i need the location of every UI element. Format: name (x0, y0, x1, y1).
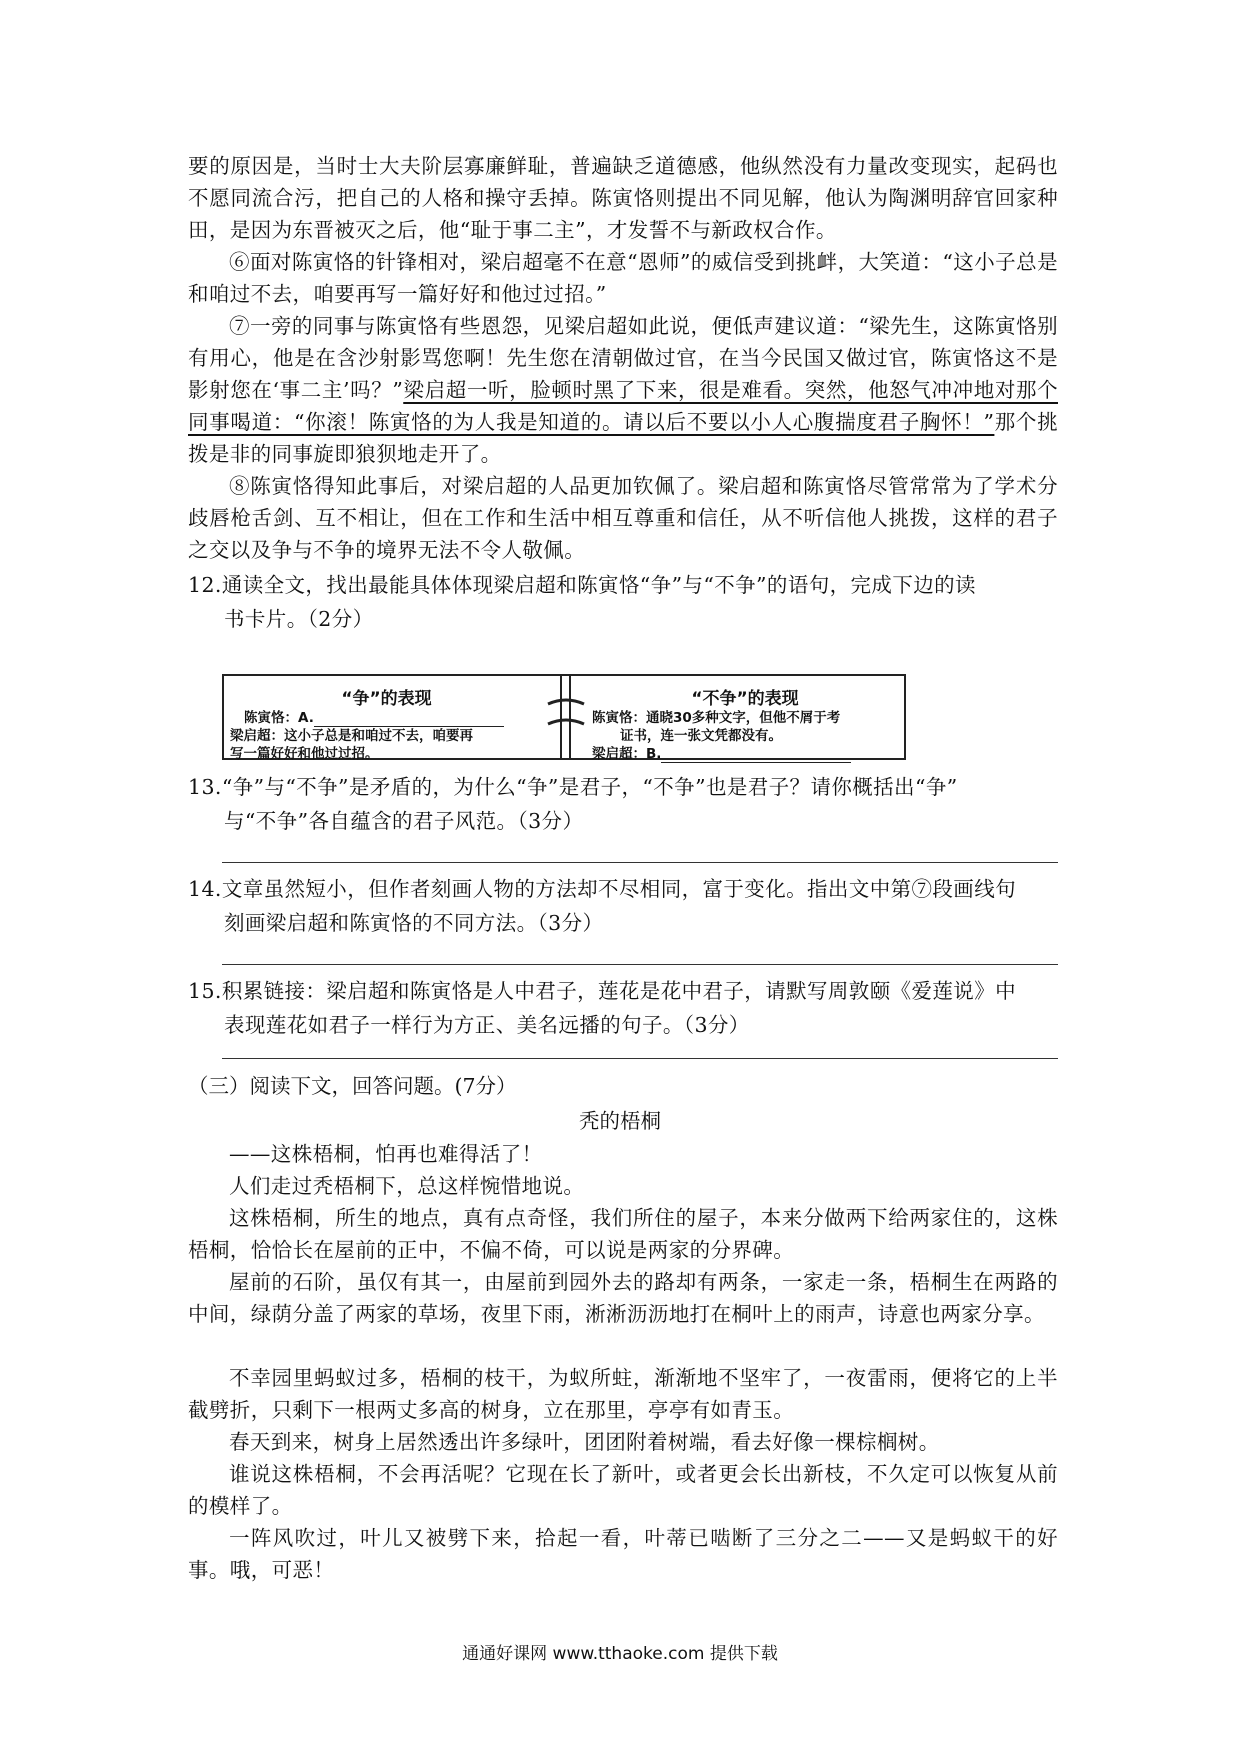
card-right-line-b (592, 745, 904, 763)
question-text-continued: 与“不争”各自蕴含的君子风范。（3分） (224, 809, 584, 833)
section-3-heading: （三）阅读下文，回答问题。(7分） (188, 1074, 517, 1098)
card-left-line-3: 写一篇好好和他过过招。 (230, 746, 379, 762)
question-text-continued: 表现莲花如君子一样行为方正、美名远播的句子。（3分） (224, 1013, 750, 1037)
question-number: 12. (188, 573, 222, 597)
answer-blank-a[interactable] (314, 712, 504, 727)
question-text-continued: 刻画梁启超和陈寅恪的不同方法。（3分） (224, 911, 604, 935)
answer-line-15[interactable] (222, 1058, 1058, 1059)
question-14 (188, 872, 1058, 940)
card-right-line-1: 陈寅恪：通晓30多种文字，但他不屑于考 (592, 710, 841, 726)
question-number: 15. (188, 979, 222, 1003)
question-15 (188, 974, 1058, 1042)
question-13 (188, 770, 1058, 838)
card-left-line-a (244, 709, 549, 727)
essay-paragraph-6: 春天到来，树身上居然透出许多绿叶，团团附着树端，看去好像一棵棕榈树。 (229, 1430, 940, 1454)
passage-paragraph-6: ⑥面对陈寅恪的针锋相对，梁启超毫不在意“恩师”的威信受到挑衅，大笑道：“这小子总是和咱过不去，咱要再写一篇好好和他过过招。” (188, 250, 1058, 306)
answer-line-14[interactable] (222, 964, 1058, 965)
passage-paragraph-5-continued: 要的原因是，当时士大夫阶层寡廉鲜耻，普遍缺乏道德感，他纵然没有力量改变现实，起码也不愿同流合污，把自己的人格和操守丢掉。陈寅恪则提出不同见解，他认为陶渊明辞官回家种田，是因为东晋被灭之后，他“耻于事二主”，才发誓不与新政权合作。 (188, 154, 1058, 242)
question-text: 积累链接：梁启超和陈寅恪是人中君子，莲花是花中君子，请默写周敦颐《爱莲说》中 (221, 979, 1017, 1003)
answer-line-13[interactable] (222, 862, 1058, 863)
question-text: 文章虽然短小，但作者刻画人物的方法却不尽相同，富于变化。指出文中第⑦段画线句 (221, 877, 1017, 901)
question-text: 通读全文，找出最能具体体现梁启超和陈寅恪“争”与“不争”的语句，完成下边的读 (221, 573, 976, 597)
paragraph-7-text: ⑦一旁的同事与陈寅恪有些恩怨，见梁启超如此说，便低声建议道：“梁先生，这陈寅恪别有用心，他是在含沙射影骂您啊！先生您在清朝做过官，在当今民国又做过官，陈寅恪这不是影射您在‘事二主’吗？” (188, 314, 1058, 402)
question-number: 13. (188, 775, 222, 799)
essay-paragraph-3: 这株梧桐，所生的地点，真有点奇怪，我们所住的屋子，本来分做两下给两家住的，这株梧桐，恰恰长在屋前的正中，不偏不倚，可以说是两家的分界碑。 (188, 1206, 1058, 1262)
essay-paragraph-7: 谁说这株梧桐，不会再活呢？它现在长了新叶，或者更会长出新枝，不久定可以恢复从前的模样了。 (188, 1462, 1058, 1518)
passage-paragraph-8: ⑧陈寅恪得知此事后，对梁启超的人品更加钦佩了。梁启超和陈寅恪尽管常常为了学术分歧唇枪舌剑、互不相让，但在工作和生活中相互尊重和信任，从不听信他人挑拨，这样的君子之交以及争与不争的境界无法不令人敬佩。 (188, 474, 1058, 562)
essay-line-1: ——这株梧桐，怕再也难得活了！ (229, 1142, 543, 1166)
paragraph-7-underlined-sentence: 梁启超一听，脸顿时黑了下来，很是难看。突然，他怒气冲冲地对那个同事喝道：“你滚！陈寅恪的为人我是知道的。请以后不要以小人心腹揣度君子胸怀！” (188, 378, 1058, 434)
card-binding-icon (544, 674, 588, 760)
essay-line-2: 人们走过秃梧桐下，总这样惋惜地说。 (229, 1174, 585, 1198)
card-right-title: “不争”的表现 (691, 689, 799, 709)
reading-card (222, 674, 906, 760)
essay-paragraph-4: 屋前的石阶，虽仅有其一，由屋前到园外去的路却有两条，一家走一条，梧桐生在两路的中间，绿荫分盖了两家的草场，夜里下雨，淅淅沥沥地打在桐叶上的雨声，诗意也两家分享。 (188, 1270, 1058, 1326)
essay-paragraph-5: 不幸园里蚂蚁过多，梧桐的枝干，为蚁所蛀，渐渐地不坚牢了，一夜雷雨，便将它的上半截劈折，只剩下一根两丈多高的树身，立在那里，亭亭有如青玉。 (188, 1366, 1058, 1422)
question-12 (188, 568, 1058, 636)
card-right-panel (586, 676, 904, 762)
card-left-panel (224, 676, 549, 762)
essay-title: 秃的梧桐 (579, 1109, 661, 1133)
card-label-a: 陈寅恪：A. (244, 710, 314, 726)
page-footer: 通通好课网 www.tthaoke.com 提供下载 (462, 1644, 778, 1664)
question-text: “争”与“不争”是矛盾的，为什么“争”是君子，“不争”也是君子？请你概括出“争” (221, 775, 958, 799)
card-right-line-2: 证书，连一张文凭都没有。 (620, 728, 782, 744)
question-text-continued: 书卡片。（2分） (224, 607, 374, 631)
question-number: 14. (188, 877, 222, 901)
card-left-title: “争”的表现 (341, 689, 432, 709)
card-left-line-2: 梁启超：这小子总是和咱过不去，咱要再 (230, 728, 473, 744)
paragraph-7-tail: 那个挑拨是非的同事旋即狼狈地走开了。 (188, 410, 1059, 466)
card-label-b: 梁启超：B. (592, 746, 662, 762)
essay-paragraph-8: 一阵风吹过，叶儿又被劈下来，拾起一看，叶蒂已啮断了三分之二——又是蚂蚁干的好事。哦，可恶！ (188, 1526, 1058, 1582)
passage-paragraph-7 (188, 310, 1058, 470)
answer-blank-b[interactable] (661, 748, 851, 763)
